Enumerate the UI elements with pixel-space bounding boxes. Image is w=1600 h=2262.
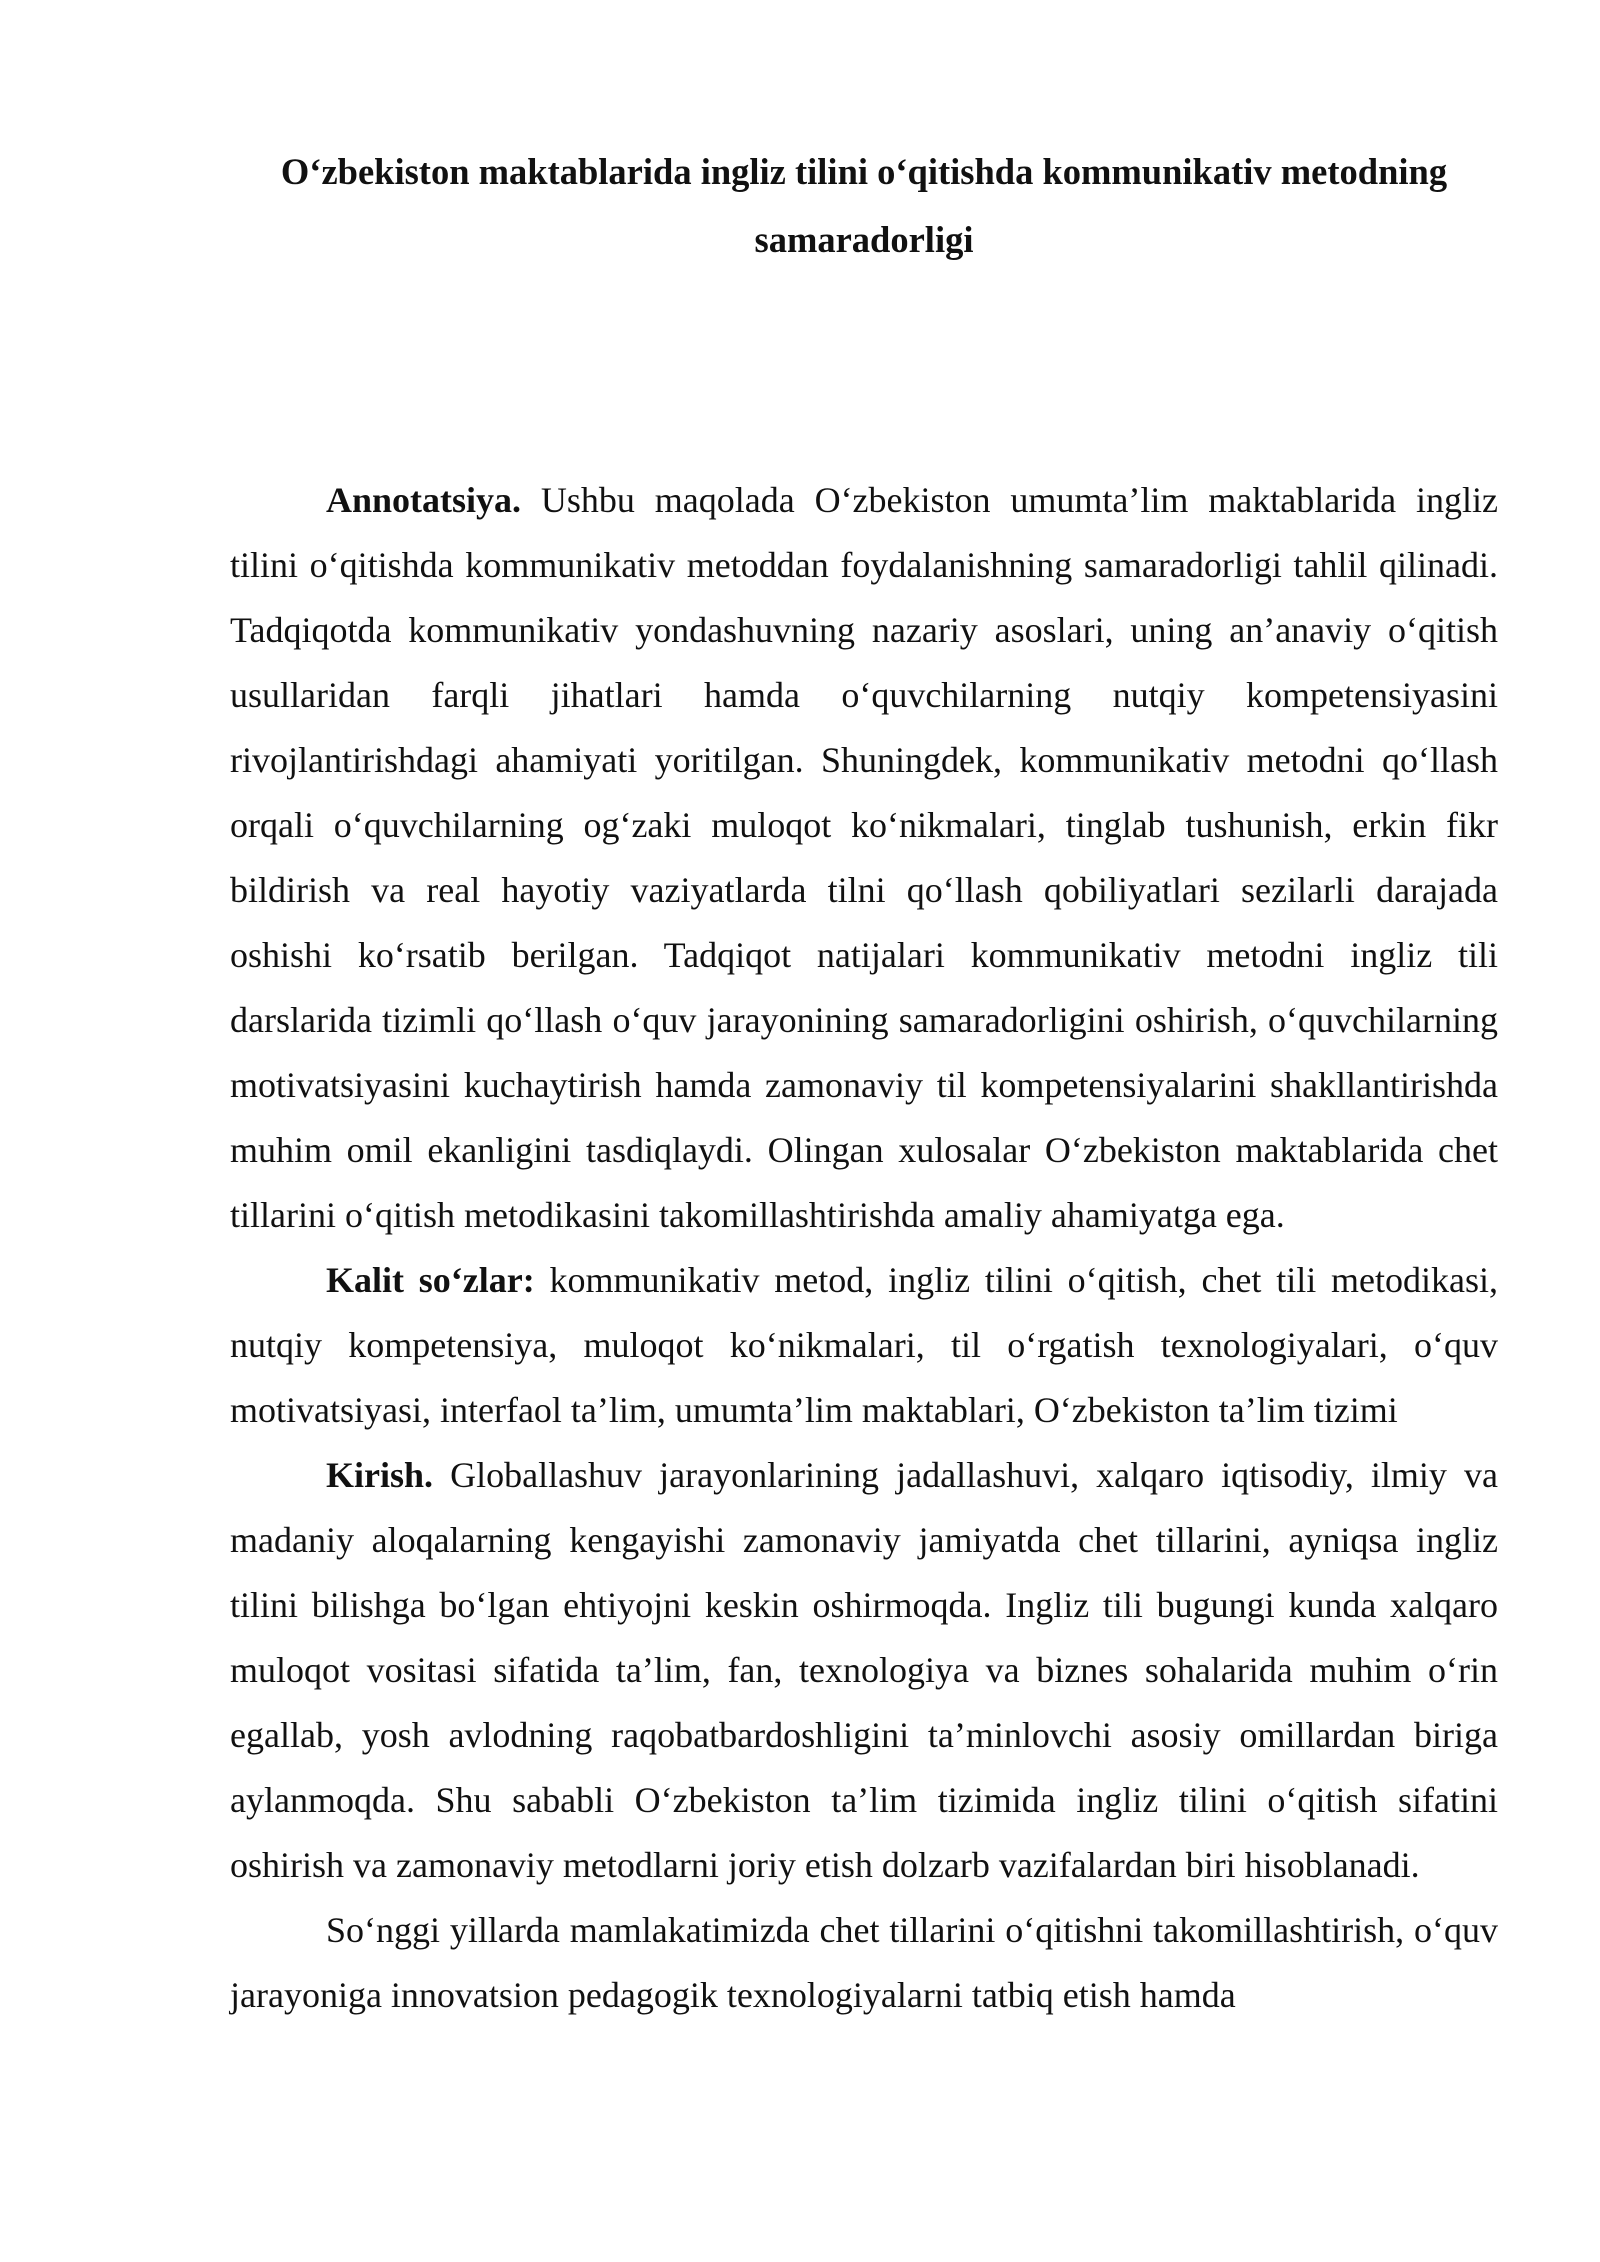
annotation-text: Ushbu maqolada O‘zbekiston umumta’lim maktablarida ingliz tilini o‘qitishda kommunikativ metoddan foydalanishning samaradorligi tahlil qilinadi. Tadqiqotda kommunikativ yondashuvning nazariy asoslari, uning an’anaviy o‘qitish usullaridan farqli jihatlari hamda o‘quvchilarning nutqiy kompetensiyasini rivojlantirishdagi ahamiyati yoritilgan. Shuningdek, kommunikativ metodni qo‘llash orqali o‘quvchilarning og‘zaki muloqot ko‘nikmalari, tinglab tushunish, erkin fikr bildirish va real hayotiy vaziyatlarda tilni qo‘llash qobiliyatlari sezilarli darajada oshishi ko‘rsatib berilgan. Tadqiqot natijalari kommunikativ metodni ingliz tili darslarida tizimli qo‘llash o‘quv jarayonining samaradorligini oshirish, o‘quvchilarning motivatsiyasini kuchaytirish hamda zamonaviy til kompetensiyalarini shakllantirishda muhim omil ekanligini tasdiqlaydi. Olingan xulosalar O‘zbekiston maktablarida chet tillarini o‘qitish metodikasini takomillashtirishda amaliy ahamiyatga ega. <box>230 480 1498 1235</box>
keywords-label: Kalit so‘zlar: <box>326 1260 535 1300</box>
keywords-paragraph <box>230 1248 1498 1443</box>
next-paragraph <box>230 1898 1498 2028</box>
introduction-label: Kirish. <box>326 1455 434 1495</box>
introduction-paragraph <box>230 1443 1498 1898</box>
keywords-text: kommunikativ metod, ingliz tilini o‘qitish, chet tili metodikasi, nutqiy kompetensiya, muloqot ko‘nikmalari, til o‘rgatish texnologiyalari, o‘quv motivatsiyasi, interfaol ta’lim, umumta’lim maktablari, O‘zbekiston ta’lim tizimi <box>230 1260 1498 1430</box>
introduction-text: Globallashuv jarayonlarining jadallashuvi, xalqaro iqtisodiy, ilmiy va madaniy aloqalarning kengayishi zamonaviy jamiyatda chet tillarini, ayniqsa ingliz tilini bilishga bo‘lgan ehtiyojni keskin oshirmoqda. Ingliz tili bugungi kunda xalqaro muloqot vositasi sifatida ta’lim, fan, texnologiya va biznes sohalarida muhim o‘rin egallab, yosh avlodning raqobatbardoshligini ta’minlovchi asosiy omillardan biriga aylanmoqda. Shu sababli O‘zbekiston ta’lim tizimida ingliz tilini o‘qitish sifatini oshirish va zamonaviy metodlarni joriy etish dolzarb vazifalardan biri hisoblanadi. <box>230 1455 1498 1885</box>
paper-title: O‘zbekiston maktablarida ingliz tilini o‘qitishda kommunikativ metodning samaradorligi <box>280 151 1448 260</box>
annotation-paragraph <box>230 468 1498 1248</box>
paper-body <box>230 468 1498 2028</box>
next-paragraph-text: So‘nggi yillarda mamlakatimizda chet tillarini o‘qitishni takomillashtirish, o‘quv jarayoniga innovatsion pedagogik texnologiyalarni tatbiq etish hamda <box>230 1910 1498 2015</box>
annotation-label: Annotatsiya. <box>326 480 522 520</box>
